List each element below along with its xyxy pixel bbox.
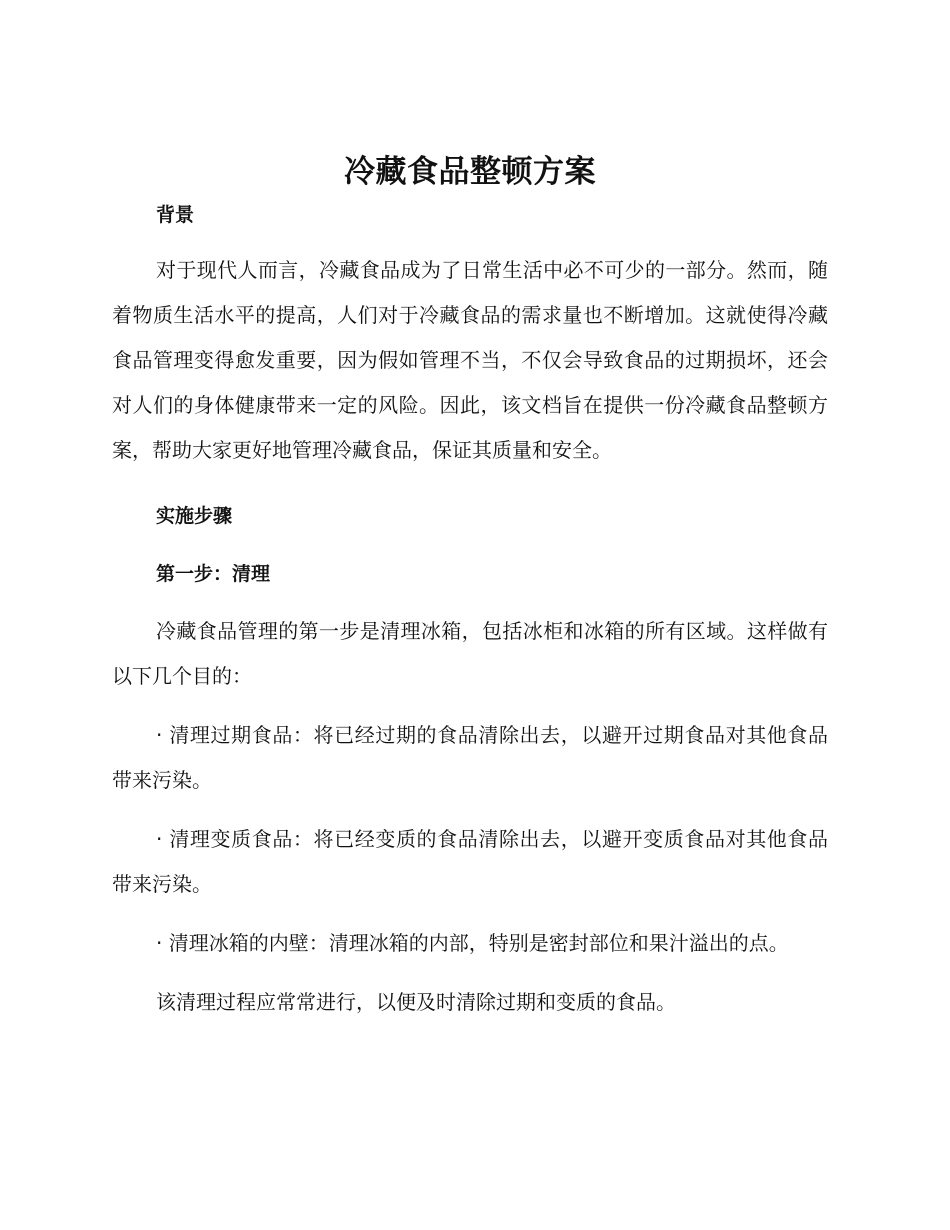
bullet-item-spoiled-food: · 清理变质食品：将已经变质的食品清除出去，以避开变质食品对其他食品带来污染。: [112, 827, 828, 896]
step1-intro-paragraph: 冷藏食品管理的第一步是清理冰箱，包括冰柜和冰箱的所有区域。这样做有以下几个目的：: [112, 619, 828, 688]
step1-closing-paragraph: 该清理过程应常常进行，以便及时清除过期和变质的食品。: [156, 990, 676, 1014]
step1-heading: 第一步：清理: [156, 563, 271, 585]
bullet-item-inner-walls: · 清理冰箱的内壁：清理冰箱的内部，特别是密封部位和果汁溢出的点。: [156, 931, 789, 955]
document-title: 冷藏食品整顿方案: [344, 154, 596, 190]
section-heading-background: 背景: [156, 204, 195, 226]
bullet-item-expired-food: · 清理过期食品：将已经过期的食品清除出去，以避开过期食品对其他食品带来污染。: [112, 723, 828, 792]
section-heading-implementation: 实施步骤: [156, 505, 233, 527]
background-paragraph: 对于现代人而言，冷藏食品成为了日常生活中必不可少的一部分。然而，随着物质生活水平的提高，人们对于冷藏食品的需求量也不断增加。这就使得冷藏食品管理变得愈发重要，因为假如管理不当，不仅会导致食品的过期损坏，还会对人们的身体健康带来一定的风险。因此，该文档旨在提供一份冷藏食品整顿方案，帮助大家更好地管理冷藏食品，保证其质量和安全。: [112, 258, 828, 462]
